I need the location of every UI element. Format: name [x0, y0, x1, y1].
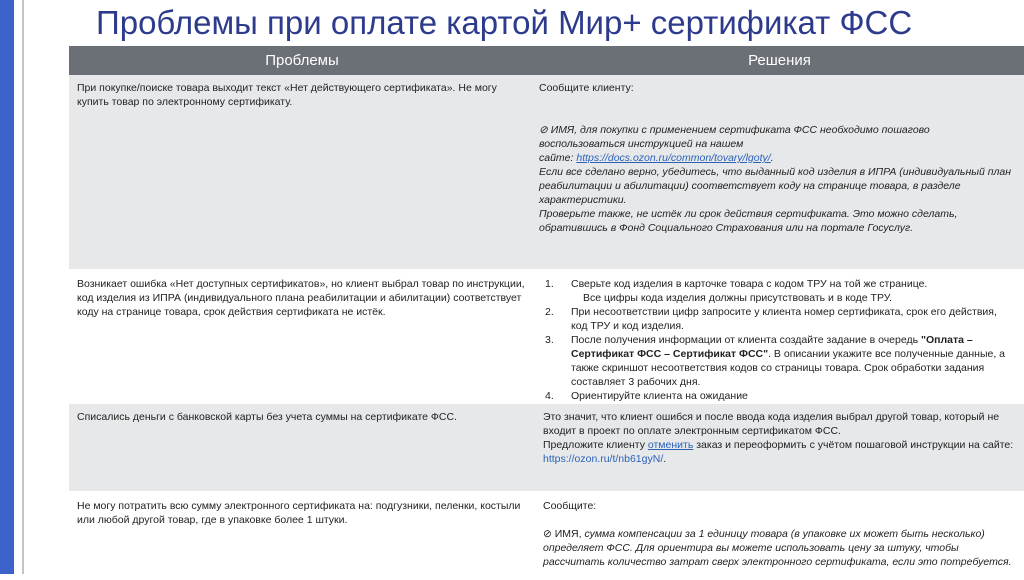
step-text: Ориентируйте клиента на ожидание [571, 390, 748, 402]
step-text: После получения информации от клиента создайте задание в очередь [571, 334, 921, 346]
cancel-link[interactable]: отменить [647, 439, 694, 451]
problem-text: При покупке/поиске товара выходит текст «Нет действующего сертификата». Не могу купить товар по электронному сертификату. [77, 82, 497, 108]
solution-text: ⊘ ИМЯ, для покупки с применением сертификата ФСС необходимо пошагово воспользоваться инструкцией на нашем [539, 124, 930, 150]
solution-paragraph [543, 438, 1016, 466]
queue-name: "Оплата – Сертификат ФСС – Сертификат ФСС" [571, 334, 973, 360]
solution-text: сумма компенсации за 1 единицу товара (в упаковке их может быть несколько) определяет ФСС. Для ориентира вы можете использовать цену за штуку, чтобы рассчитать количество затрат сверх электронного сертификата, если это потребуется. [543, 528, 1012, 568]
problem-cell [69, 404, 535, 491]
list-item [539, 277, 1016, 305]
left-accent-bar [0, 0, 14, 574]
instruction-link[interactable]: https://ozon.ru/t/nb61gyN/ [543, 453, 664, 465]
left-accent-line [22, 0, 24, 574]
problem-text: Не могу потратить всю сумму электронного сертификата на: подгузники, пеленки, костыли или любой другой товар, где в упаковке более 1 штуки. [77, 500, 521, 526]
problem-text: Возникает ошибка «Нет доступных сертификатов», но клиент выбрал товар по инструкции, код изделия из ИПРА (индивидуального плана реабилитации и абилитации) соответствует коду на странице товара, срок действия сертификата не истёк. [77, 278, 525, 318]
solution-cell [535, 75, 1024, 269]
step-text: Все цифры кода изделия должны присутствовать и в коде ТРУ. [583, 292, 892, 304]
header-solutions: Решения [748, 52, 811, 69]
solution-text: ⊘ ИМЯ, [543, 528, 585, 540]
problem-cell [69, 493, 535, 580]
step-number: 4. [545, 390, 554, 402]
table-header [69, 46, 1024, 75]
solution-intro: Сообщите: [543, 500, 597, 512]
solution-text: Проверьте также, не истёк ли срок действия сертификата. Это можно сделать, обратившись в Фонд Социального Страхования или на портале Госуслуг. [539, 208, 958, 234]
step-number: 2. [545, 306, 554, 318]
problem-cell [69, 271, 535, 402]
list-item [539, 333, 1016, 389]
step-text: Сверьте код изделия в карточке товара с кодом ТРУ на той же странице. [571, 278, 928, 290]
solution-cell [535, 493, 1024, 580]
step-text: . В описании укажите все полученные данные, а также скриншот несоответствия кодов со страницы товара. Срок обработки задания составляет 3 рабочих дня. [571, 348, 1005, 388]
step-number: 1. [545, 278, 554, 290]
table-row [69, 493, 1024, 580]
solution-steps [539, 277, 1016, 403]
solution-cell [535, 271, 1024, 402]
table-row [69, 271, 1024, 402]
solution-text: Предложите клиенту [543, 439, 648, 451]
solution-text: . [770, 152, 774, 164]
solution-text: Если все сделано верно, убедитесь, что выданный код изделия в ИПРА (индивидуальный план реабилитации и абилитации) соответствует коду на странице товара, в разделе характеристики. [539, 166, 1012, 206]
step-text: При несоответствии цифр запросите у клиента номер сертификата, срок его действия, код ТРУ и код изделия. [571, 306, 997, 332]
page-title: Проблемы при оплате картой Мир+ сертификат ФСС [96, 4, 913, 41]
list-item [539, 305, 1016, 333]
step-number: 3. [545, 334, 554, 346]
solution-intro: Сообщите клиенту: [539, 82, 634, 94]
solution-text: . [663, 453, 667, 465]
problem-cell [69, 75, 535, 269]
table-row [69, 404, 1024, 491]
table-row [69, 75, 1024, 269]
problem-text: Списались деньги с банковской карты без учета суммы на сертификате ФСС. [77, 411, 457, 423]
list-item [539, 389, 1016, 403]
solution-text: заказ и переоформить с учётом пошаговой инструкции на сайте: [693, 439, 1014, 451]
header-problems: Проблемы [265, 52, 339, 69]
solution-paragraph [543, 527, 1016, 569]
solution-cell [535, 404, 1024, 491]
problems-table [69, 46, 1024, 580]
solution-paragraph [539, 123, 1016, 165]
solution-text: сайте: [539, 152, 577, 164]
docs-link[interactable]: https://docs.ozon.ru/common/tovary/lgoty/ [576, 152, 771, 164]
solution-text: Это значит, что клиент ошибся и после ввода кода изделия выбрал другой товар, который не входит в проект по оплате электронным сертификатом ФСС. [543, 411, 1000, 437]
